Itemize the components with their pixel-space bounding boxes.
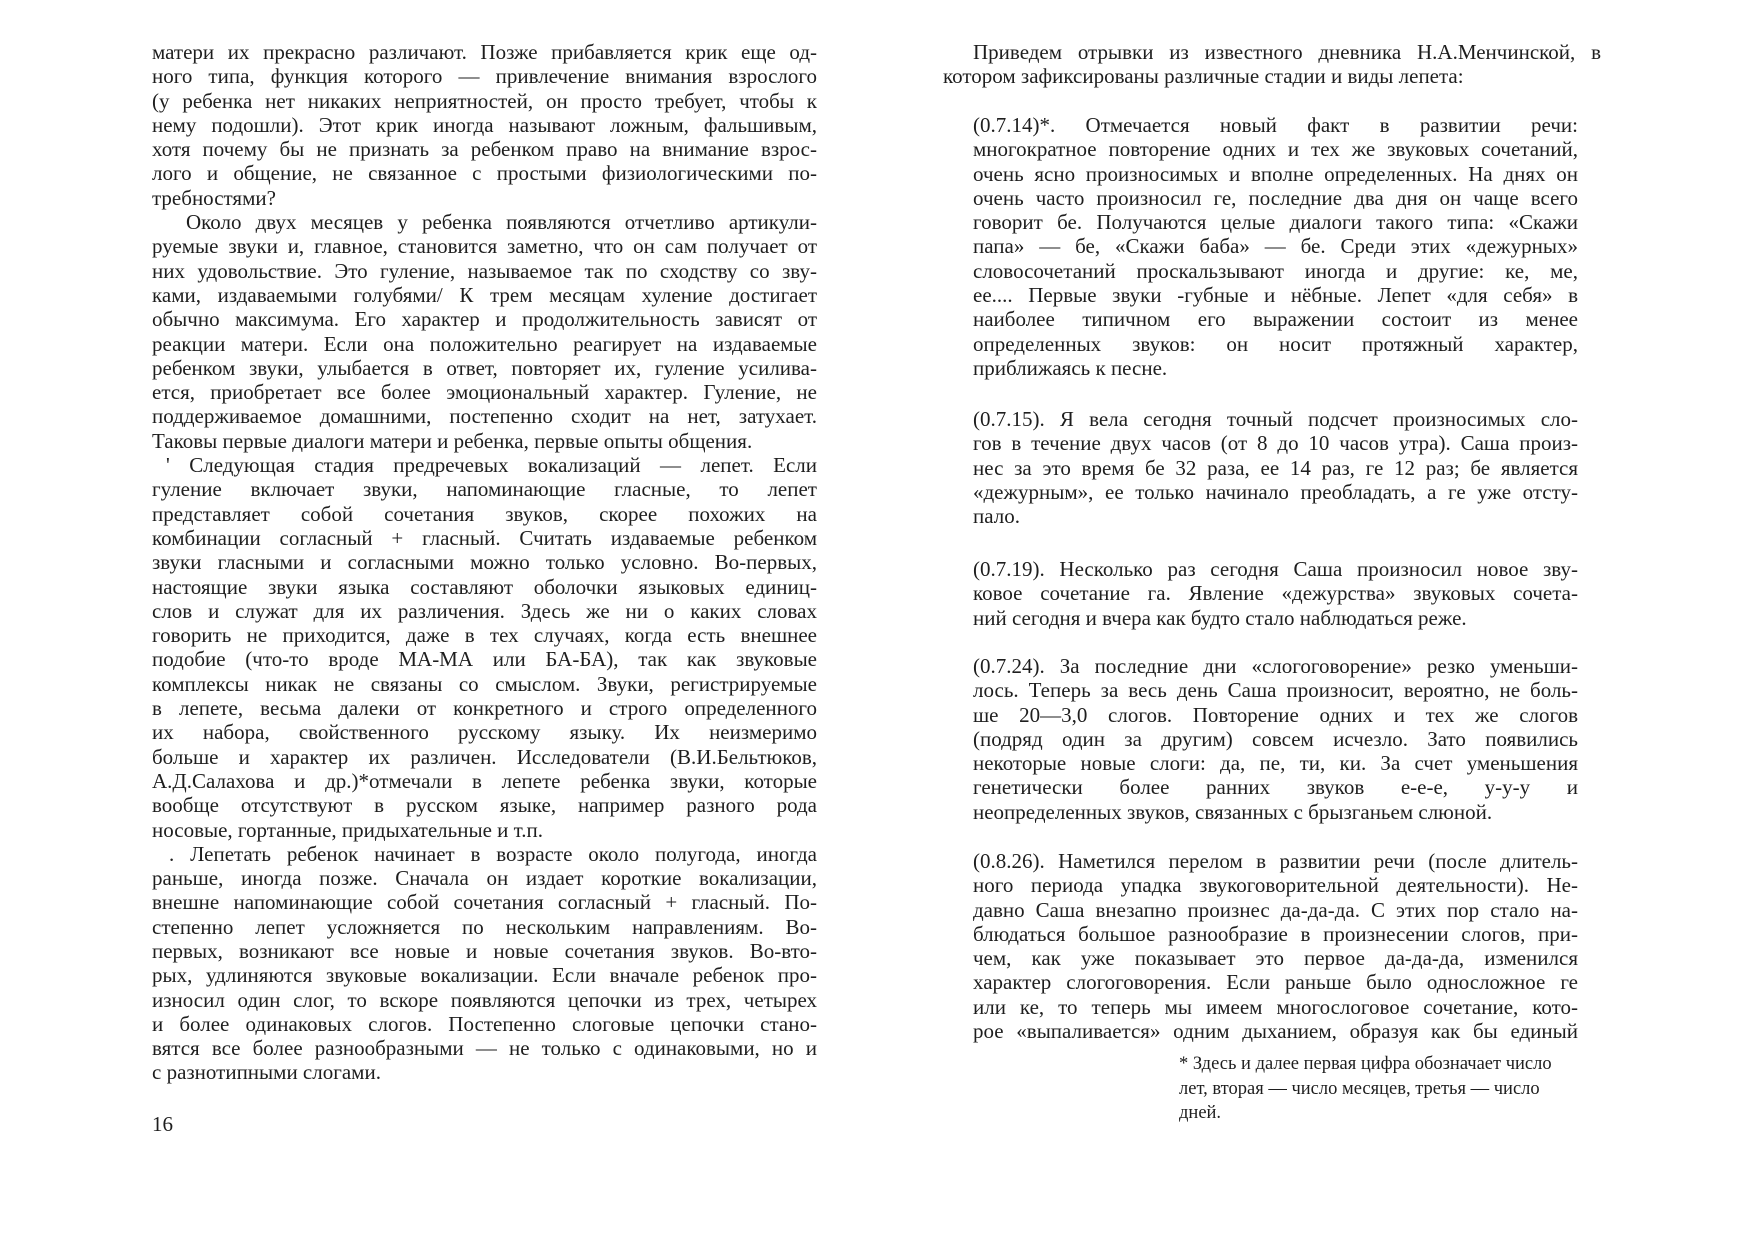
text-line: нему подошли). Этот крик иногда называют ложным, фальшивым, bbox=[152, 112, 817, 137]
text-line: (у ребенка нет никаких неприятностей, он просто требует, чтобы к bbox=[152, 88, 817, 113]
text-line: рое «выпаливается» одним дыханием, образуя как бы единый bbox=[973, 1019, 1578, 1044]
text-line: говорит бе. Получаются целые диалоги такого типа: «Скажи bbox=[973, 210, 1578, 235]
text-line: вятся все более разнообразными — не только с одинаковыми, но и bbox=[152, 1036, 817, 1061]
text-line: требностями? bbox=[152, 185, 276, 210]
diary-entry bbox=[973, 654, 1578, 824]
text-line: (0.7.15). Я вела сегодня точный подсчет произносимых сло- bbox=[973, 407, 1578, 431]
text-line: А.Д.Салахова и др.)*отмечали в лепете ребенка звуки, которые bbox=[152, 768, 817, 793]
text-line: ного типа, функция которого — привлечение внимания взрослого bbox=[152, 64, 817, 89]
text-line: носовые, гортанные, придыхательные и т.п. bbox=[152, 817, 543, 842]
text-line: обычно максимума. Его характер и продолжительность зависят от bbox=[152, 307, 817, 332]
text-line: котором зафиксированы различные стадии и виды лепета: bbox=[943, 64, 1464, 89]
text-line: «дежурным», ее только начинало преобладать, а ге уже отсту- bbox=[973, 479, 1578, 504]
diary-entry bbox=[973, 557, 1578, 630]
text-line: раньше, иногда позже. Сначала он издает короткие вокализации, bbox=[152, 866, 817, 891]
text-line: комбинации согласный + гласный. Считать издаваемые ребенком bbox=[152, 525, 817, 550]
text-line: чем, как уже показывает это первое да-да-да, изменился bbox=[973, 946, 1578, 971]
text-line: ковое сочетание га. Явление «дежурства» звуковых сочета- bbox=[973, 581, 1578, 606]
text-line: ется, приобретает все более эмоциональный характер. Гуление, не bbox=[152, 380, 817, 405]
left-page-body bbox=[152, 40, 817, 1085]
text-line: многократное повторение одних и тех же звуковых сочетаний, bbox=[973, 137, 1578, 162]
text-line: их набора, свойственного русскому языку. Их неизмеримо bbox=[152, 720, 817, 745]
text-line: настоящие звуки языка составляют оболочки языковых единиц- bbox=[152, 574, 817, 599]
text-line: Таковы первые диалоги матери и ребенка, первые опыты общения. bbox=[152, 428, 753, 453]
text-line: них удовольствие. Это гуление, называемое так по сходству со зву- bbox=[152, 258, 817, 283]
text-line: руемые звуки и, главное, становится заметно, что он сам получает от bbox=[152, 234, 817, 259]
text-line: ками, издаваемыми голубями/ К трем месяцам хуление достигает bbox=[152, 282, 817, 307]
paragraph bbox=[152, 210, 817, 453]
text-line: неопределенных звуков, связанных с брызганьем слюной. bbox=[973, 799, 1493, 824]
text-line: определенных звуков: он носит протяжный характер, bbox=[973, 331, 1578, 356]
text-line: гов в течение двух часов (от 8 до 10 часов утра). Саша произ- bbox=[973, 431, 1578, 456]
text-line: представляет собой сочетания звуков, скорее похожих на bbox=[152, 501, 817, 526]
text-line: блюдаться большое разнообразие в произнесении слогов, при- bbox=[973, 921, 1578, 946]
text-line: нес за это время бе 32 раза, ее 14 раз, ге 12 раз; бе является bbox=[973, 455, 1578, 480]
text-line: * Здесь и далее первая цифра обозначает число bbox=[1179, 1054, 1552, 1074]
text-line: (0.8.26). Наметился перелом в развитии речи (после длитель- bbox=[973, 849, 1578, 873]
text-line: ше 20—3,0 слогов. Повторение одних и тех же слогов bbox=[973, 702, 1578, 727]
text-line: характер слогоговорения. Если раньше было односложное ге bbox=[973, 970, 1578, 995]
text-line: (0.7.24). За последние дни «слогоговорение» резко уменьши- bbox=[973, 654, 1578, 678]
text-line: реакции матери. Если она положительно реагирует на издаваемые bbox=[152, 331, 817, 356]
text-line: степенно лепет усложняется по нескольким направлениям. Во- bbox=[152, 914, 817, 939]
text-line: с разнотипными слогами. bbox=[152, 1060, 381, 1085]
text-line: хотя почему бы не признать за ребенком право на внимание взрос- bbox=[152, 137, 817, 162]
text-line: лет, вторая — число месяцев, третья — число bbox=[1179, 1078, 1540, 1099]
text-line: (подряд один за другим) совсем исчезло. Зато появились bbox=[973, 726, 1578, 751]
text-line: дней. bbox=[1179, 1103, 1222, 1123]
text-line: гуление включает звуки, напоминающие гласные, то лепет bbox=[152, 477, 817, 502]
diary-entry bbox=[973, 849, 1578, 1043]
text-line: ного периода упадка звукоговорительной деятельности). Не- bbox=[973, 873, 1578, 898]
text-line: папа» — бе, «Скажи баба» — бе. Среди этих «дежурных» bbox=[973, 234, 1578, 259]
text-line: ' Следующая стадия предречевых вокализаций — лепет. Если bbox=[166, 453, 817, 478]
text-line: ребенком звуки, улыбается в ответ, повторяет их, гуление усилива- bbox=[152, 355, 817, 380]
paragraph bbox=[152, 453, 817, 842]
diary-entry bbox=[973, 113, 1578, 380]
text-line: . Лепетать ребенок начинает в возрасте около полугода, иногда bbox=[169, 841, 817, 866]
text-line: ее.... Первые звуки -губные и нёбные. Лепет «для себя» в bbox=[973, 283, 1578, 308]
text-line: в лепете, весьма далеки от конкретного и строго определенного bbox=[152, 696, 817, 721]
text-line: некоторые новые слоги: да, пе, ти, ки. За счет уменьшения bbox=[973, 751, 1578, 776]
paragraph bbox=[152, 842, 817, 1085]
text-line: давно Саша внезапно произнес да-да-да. С этих пор стало на- bbox=[973, 897, 1578, 922]
text-line: ний сегодня и вчера как будто стало наблюдаться реже. bbox=[973, 605, 1467, 630]
diary-intro-paragraph bbox=[943, 40, 1601, 89]
text-line: больше и характер их различен. Исследователи (В.И.Бельтюков, bbox=[152, 744, 817, 769]
text-line: словосочетаний проскальзывают иногда и другие: ке, ме, bbox=[973, 258, 1578, 283]
text-line: подобие (что-то вроде МА-МА или БА-БА), так как звуковые bbox=[152, 647, 817, 672]
text-line: первых, возникают все новые и новые сочетания звуков. Во-вто- bbox=[152, 938, 817, 963]
text-line: (0.7.19). Несколько раз сегодня Саша произносил новое зву- bbox=[973, 557, 1578, 581]
text-line: или ке, то теперь мы имеем многослоговое сочетание, кото- bbox=[973, 994, 1578, 1019]
text-line: очень ясно произносимых и вполне определенных. На днях он bbox=[973, 161, 1578, 186]
text-line: внешне напоминающие собой сочетания согласный + гласный. По- bbox=[152, 890, 817, 915]
text-line: лось. Теперь за весь день Саша произносит, вероятно, не боль- bbox=[973, 678, 1578, 703]
text-line: матери их прекрасно различают. Позже прибавляется крик еще од- bbox=[152, 40, 817, 64]
text-line: пало. bbox=[973, 504, 1020, 529]
text-line: поддерживаемое домашними, постепенно сходит на нет, затухает. bbox=[152, 404, 817, 429]
diary-entry bbox=[973, 407, 1578, 528]
text-line: Около двух месяцев у ребенка появляются отчетливо артикули- bbox=[186, 210, 817, 235]
text-line: говорить не приходится, даже в тех случаях, когда есть внешнее bbox=[152, 623, 817, 648]
text-line: очень часто произносил ге, последние два дня он чаще всего bbox=[973, 185, 1578, 210]
text-line: комплексы никак не связаны со смыслом. Звуки, регистрируемые bbox=[152, 671, 817, 696]
text-line: слов и служат для их различения. Здесь же ни о каких словах bbox=[152, 598, 817, 623]
text-line: и более одинаковых слогов. Постепенно слоговые цепочки стано- bbox=[152, 1011, 817, 1036]
text-line: генетически более ранних звуков е-е-е, у-у-у и bbox=[973, 775, 1578, 800]
text-line: (0.7.14)*. Отмечается новый факт в развитии речи: bbox=[973, 113, 1578, 137]
text-line: рых, удлиняются звуковые вокализации. Если вначале ребенок про- bbox=[152, 963, 817, 988]
footnote bbox=[1179, 1052, 1609, 1126]
text-line: лого и общение, не связанное с простыми физиологическими по- bbox=[152, 161, 817, 186]
text-line: вообще отсутствуют в русском языке, например разного рода bbox=[152, 793, 817, 818]
text-line: приближаясь к песне. bbox=[973, 355, 1168, 380]
text-line: звуки гласными и согласными можно только условно. Во-первых, bbox=[152, 550, 817, 575]
paragraph bbox=[152, 40, 817, 210]
text-line: наиболее типичном его выражении состоит из менее bbox=[973, 307, 1578, 332]
text-line: Приведем отрывки из известного дневника Н.А.Менчинской, в bbox=[973, 40, 1601, 64]
text-line: износил один слог, то вскоре появляются цепочки из трех, четырех bbox=[152, 987, 817, 1012]
page-number: 16 bbox=[152, 1112, 173, 1136]
